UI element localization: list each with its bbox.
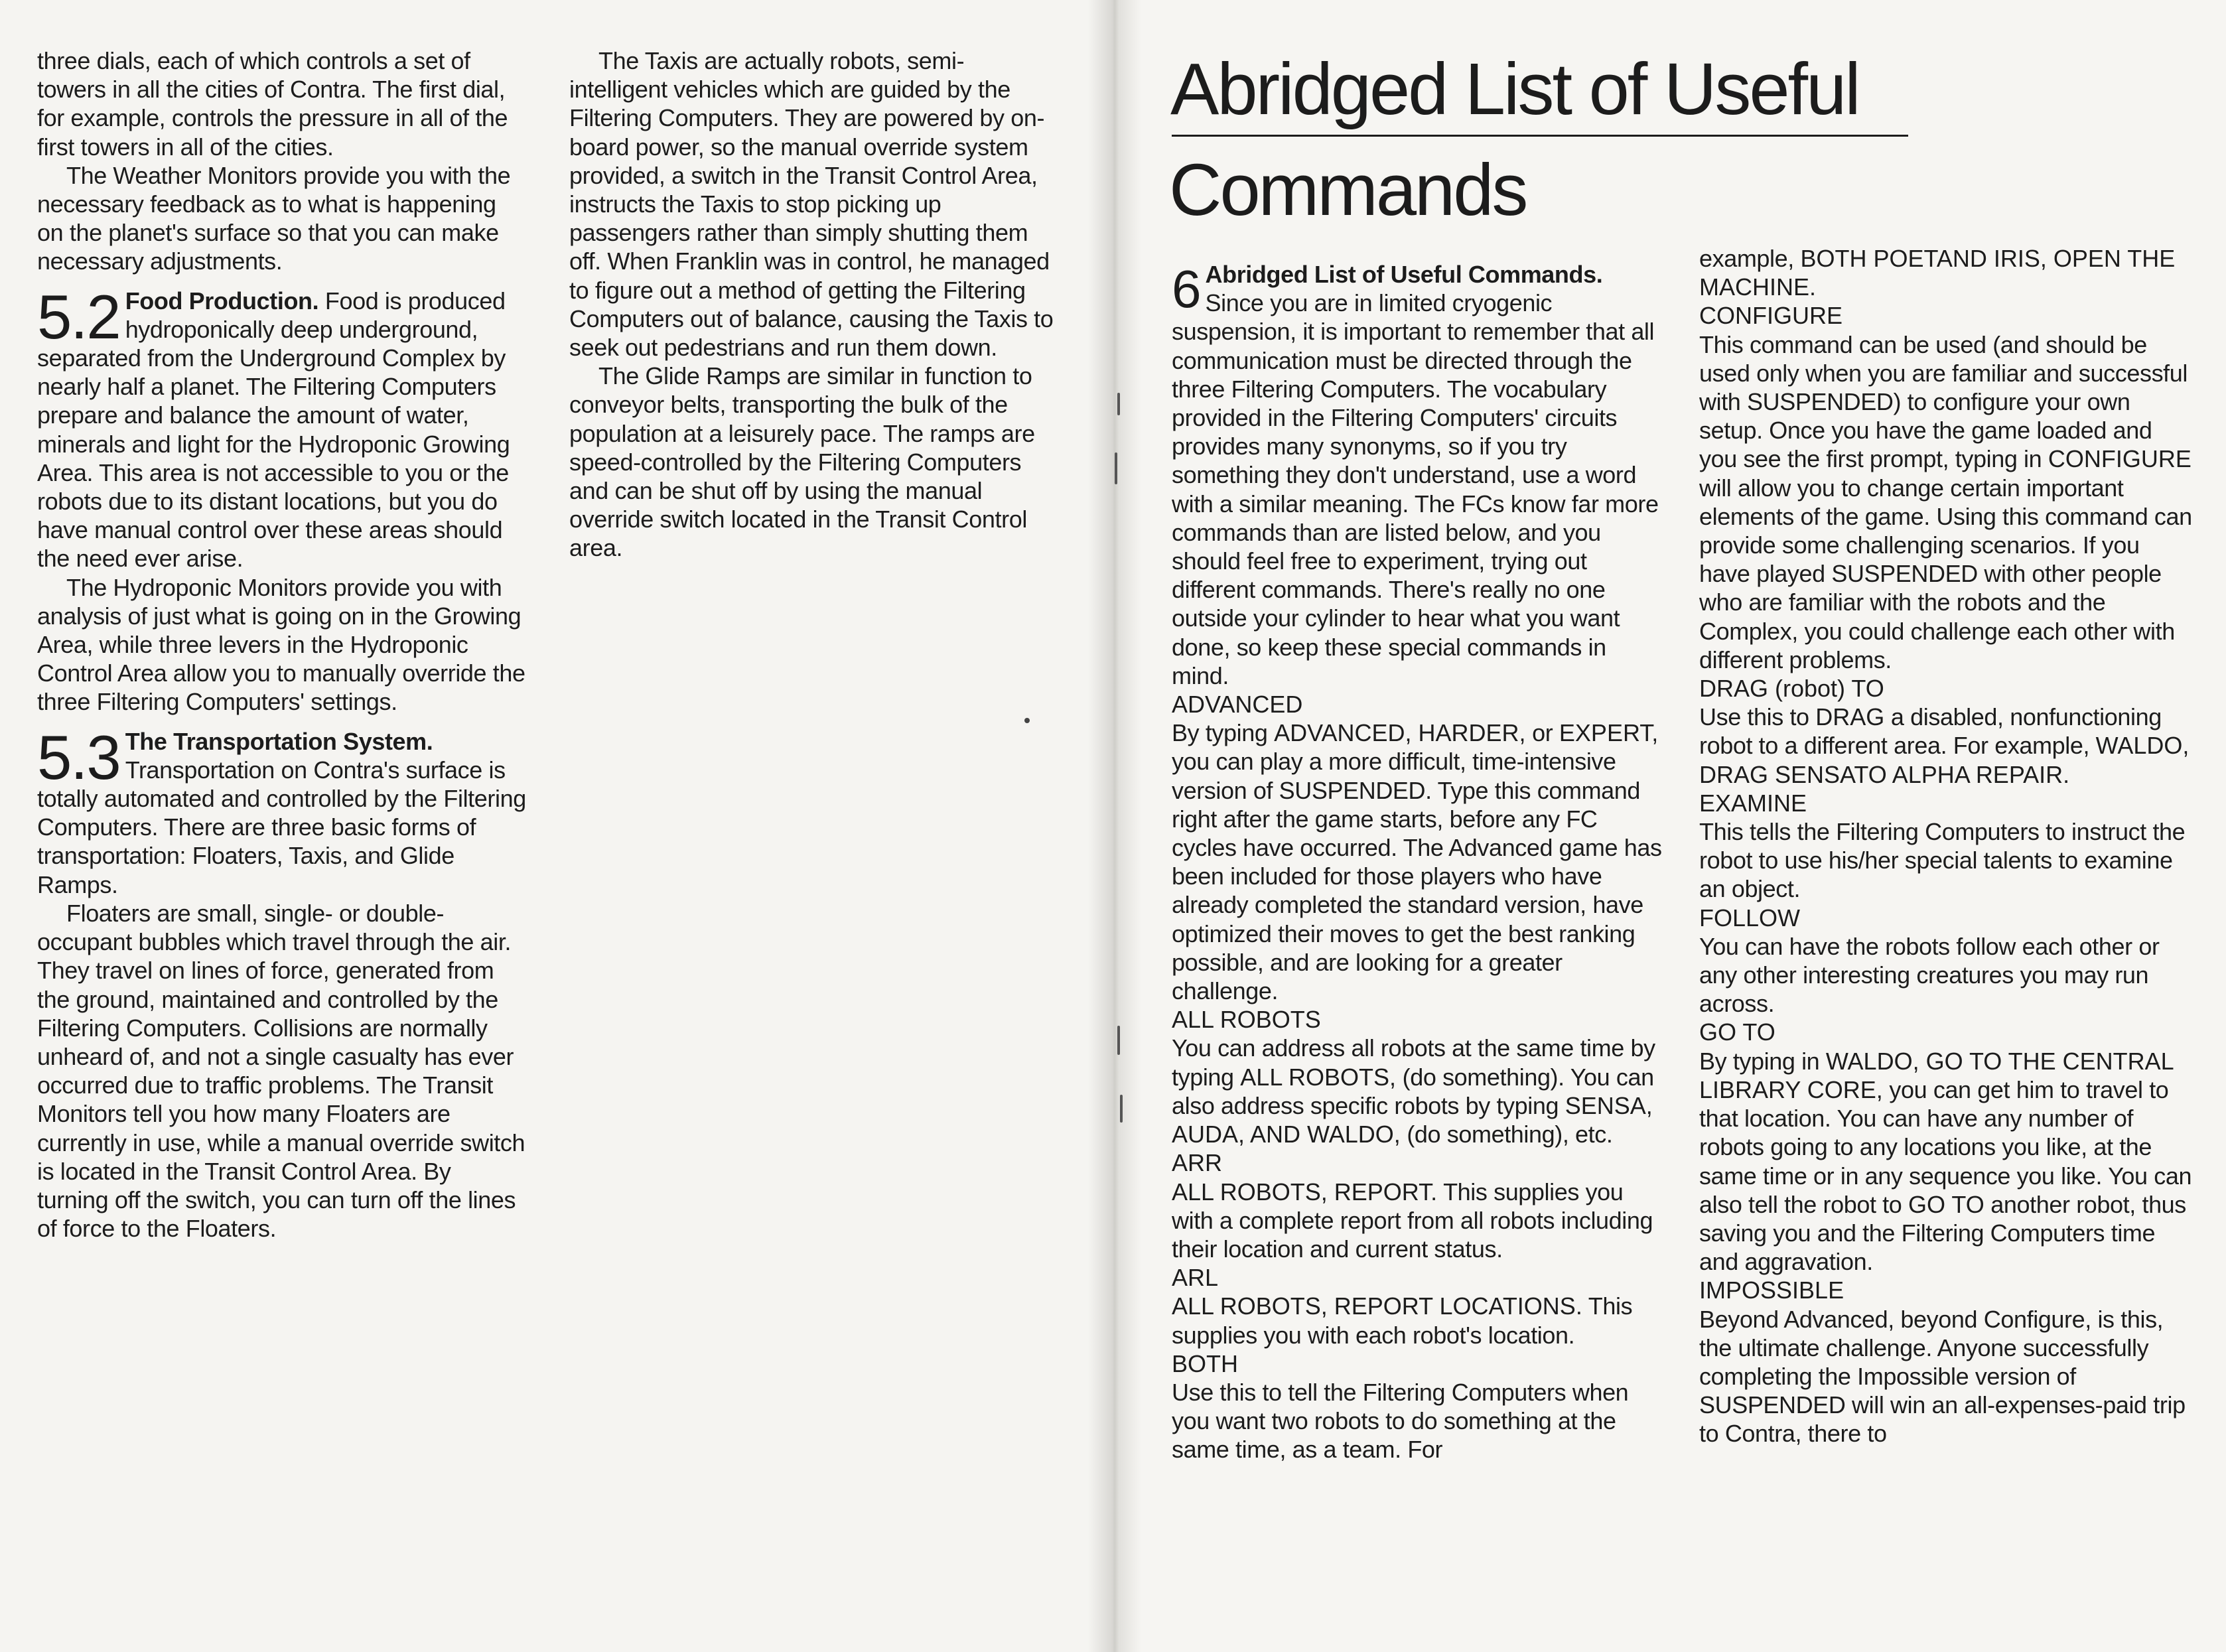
command-description bbox=[1699, 244, 2193, 301]
text: DRAG bbox=[1699, 675, 1769, 703]
text: another robot, thus saving you and the Filtering Computers time and aggravation. bbox=[1699, 1190, 2186, 1276]
command-heading-arl: ARL bbox=[1172, 1264, 1219, 1292]
text: You can address all robots at the same time by typing bbox=[1172, 1034, 1655, 1091]
left-column-2 bbox=[569, 46, 1060, 563]
keyword: DRAG bbox=[1815, 703, 1885, 731]
text: This supplies you with each robot's location. bbox=[1172, 1292, 1633, 1349]
text: you can play a more difficult, time-intensive version of SUSPENDED. Type this command right after the game starts, before any FC cycles have occurred. The Advanced game has been included for those players who have already completed the standard version, have optimized their moves to get the best ranking possible, and are looking for a greater challenge. bbox=[1172, 748, 1662, 1005]
chapter-title-line-1: Abridged List of Useful bbox=[1170, 48, 1859, 130]
section-title: Abridged List of Useful Commands. bbox=[1205, 261, 1603, 288]
text: will allow you to change certain important elements of the game. Using this command can provide some challenging scenarios. If you have played SUSPENDED with other people who are familiar with the robots and the Complex, you could challenge each other with different problems. bbox=[1699, 474, 2192, 673]
keyword: SENSA, AUDA, AND WALDO, bbox=[1172, 1091, 1653, 1148]
keyword: CONFIGURE bbox=[2048, 445, 2191, 473]
keyword: GO TO bbox=[1908, 1190, 1984, 1218]
keyword: ALL ROBOTS, bbox=[1240, 1063, 1397, 1091]
section-6 bbox=[1172, 260, 1666, 690]
command-heading-arr: ARR bbox=[1172, 1149, 1223, 1177]
text: By typing bbox=[1172, 719, 1275, 747]
paragraph: three dials, each of which controls a set of towers in all the cities of Contra. The first dial, for example, controls the pressure in all of the first towers in all of the cities. bbox=[37, 47, 508, 161]
command-heading-advanced: ADVANCED bbox=[1172, 691, 1303, 719]
keyword: ADVANCED, HARDER, bbox=[1274, 719, 1526, 747]
command-description: You can have the robots follow each other or any other interesting creatures you may run across. bbox=[1699, 932, 2160, 1018]
keyword: BOTH POETAND IRIS, OPEN THE MACHINE. bbox=[1699, 245, 2176, 301]
keyword: WALDO, DRAG SENSATO ALPHA REPAIR. bbox=[1699, 732, 2190, 788]
text: By typing in bbox=[1699, 1047, 1826, 1075]
section-number: 5.3 bbox=[37, 722, 120, 792]
staple-mark bbox=[1117, 393, 1120, 415]
section-5-3 bbox=[37, 722, 528, 899]
text: Use this to bbox=[1699, 703, 1816, 731]
paragraph: The Taxis are actually robots, semi-intelligent vehicles which are guided by the Filtering Computers. They are powered by on-board power, so the manual override system provided, a switch in the Transit Control Area, instructs the Taxis to stop picking up passengers rather than simply shutting them off. When Franklin was in control, he managed to figure out a method of getting the Filtering Computers out of balance, causing the Taxis to seek out pedestrians and run them down. bbox=[569, 47, 1054, 362]
command-description: Use this to tell the Filtering Computers when you want two robots to do something at the same time, as a team. For bbox=[1172, 1378, 1629, 1464]
command-description bbox=[1172, 1034, 1666, 1148]
binding-gutter bbox=[1088, 0, 1141, 1652]
keyword: ALL ROBOTS, REPORT LOCATIONS. bbox=[1172, 1292, 1582, 1320]
keyword: ALL ROBOTS, REPORT. bbox=[1172, 1178, 1438, 1205]
chapter-title-line-2: Commands bbox=[1169, 149, 1527, 231]
section-5-2 bbox=[37, 281, 528, 573]
command-heading-examine: EXAMINE bbox=[1699, 789, 1807, 817]
command-description bbox=[1172, 1292, 1666, 1349]
text: you can get him to travel to that location. You can have any number of robots going to any locations you like, at the same time or in any sequence you like. You can also tell the robot to bbox=[1699, 1075, 2192, 1218]
command-description: Beyond Advanced, beyond Configure, is this, the ultimate challenge. Anyone successfully completing the Impossible version of SUSPENDED will win an all-expenses-paid trip to Contra, there to bbox=[1699, 1305, 2186, 1448]
right-column-1 bbox=[1172, 260, 1666, 1464]
right-column-2 bbox=[1699, 244, 2193, 1448]
title-rule bbox=[1172, 135, 1908, 137]
command-heading-drag bbox=[1699, 674, 2193, 703]
section-text: Food is produced hydroponically deep underground, separated from the Underground Complex by nearly half a planet. The Filtering Computers prepare and balance the amount of water, minerals and light for the Hydroponic Growing Area. This area is not accessible to you or the robots due to its distant locations, but you do have manual control over these areas should the need ever arise. bbox=[37, 287, 510, 573]
command-description bbox=[1172, 719, 1666, 1005]
section-title: The Transportation System. bbox=[125, 727, 433, 755]
keyword: WALDO, GO TO THE CENTRAL LIBRARY CORE, bbox=[1699, 1047, 2174, 1103]
text: TO bbox=[1851, 675, 1884, 703]
speck-mark bbox=[1024, 718, 1030, 723]
text: or bbox=[1525, 719, 1559, 747]
section-text: Transportation on Contra's surface is totally automated and controlled by the Filtering Computers. There are three basic forms of transportation: Floaters, Taxis, and Glide Ramps. bbox=[37, 756, 526, 898]
command-description bbox=[1699, 1047, 2193, 1276]
section-number: 6 bbox=[1172, 259, 1200, 318]
left-column-1 bbox=[37, 46, 528, 1243]
text: a disabled, nonfunctioning robot to a different area. For example, bbox=[1699, 703, 2162, 760]
command-heading-all-robots: ALL ROBOTS bbox=[1172, 1006, 1321, 1034]
staple-mark bbox=[1115, 452, 1117, 484]
command-description bbox=[1699, 330, 2193, 674]
paragraph: The Weather Monitors provide you with the necessary feedback as to what is happening on the planet's surface so that you can make necessary adjustments. bbox=[37, 161, 511, 275]
staple-mark bbox=[1120, 1095, 1123, 1123]
section-title: Food Production. bbox=[125, 287, 319, 314]
section-text: Since you are in limited cryogenic suspension, it is important to remember that all communication must be directed through the three Filtering Computers. The vocabulary provided in the Filtering Computers' circuits provides many synonyms, so if you try something they don't understand, use a word with a similar meaning. The FCs know far more commands than are listed below, and you should feel free to experiment, trying out different commands. There's really no one outside your cylinder to hear what you want done, so keep these special commands in mind. bbox=[1172, 289, 1659, 689]
command-heading-configure: CONFIGURE bbox=[1699, 302, 1843, 330]
command-heading-both: BOTH bbox=[1172, 1349, 1239, 1377]
paragraph: Floaters are small, single- or double-occupant bubbles which travel through the air. They travel on lines of force, generated from the ground, maintained and controlled by the Filtering Computers. Collisions are normally unheard of, and not a single casualty has ever occurred due to traffic problems. The Transit Monitors tell you how many Floaters are currently in use, while a manual override switch is located in the Transit Control Area. By turning off the switch, you can turn off the lines of force to the Floaters. bbox=[37, 899, 525, 1243]
text: (do something). You can also address specific robots by typing bbox=[1172, 1063, 1654, 1119]
command-heading-impossible: IMPOSSIBLE bbox=[1699, 1276, 1844, 1304]
text: (do something), etc. bbox=[1400, 1121, 1613, 1148]
section-number: 5.2 bbox=[37, 281, 120, 352]
command-description bbox=[1699, 703, 2193, 789]
text: This command can be used (and should be used only when you are familiar and successful with SUSPENDED) to configure your own setup. Once you have the game loaded and you see the first prompt, typing in bbox=[1699, 330, 2188, 473]
text: This supplies you with a complete report from all robots including their location and current status. bbox=[1172, 1178, 1653, 1263]
command-heading-follow: FOLLOW bbox=[1699, 904, 1801, 931]
keyword: EXPERT, bbox=[1559, 719, 1659, 747]
command-description bbox=[1172, 1178, 1666, 1264]
staple-mark bbox=[1117, 1026, 1120, 1055]
command-description: This tells the Filtering Computers to instruct the robot to use his/her special talents to examine an object. bbox=[1699, 818, 2186, 903]
paragraph: The Glide Ramps are similar in function to conveyor belts, transporting the bulk of the population at a leisurely pace. The ramps are speed-controlled by the Filtering Computers and can be shut off by using the manual override switch located in the Transit Control area. bbox=[569, 362, 1035, 562]
paragraph: The Hydroponic Monitors provide you with analysis of just what is going on in the Growing Area, while three levers in the Hydroponic Control Area allow you to manually override the three Filtering Computers' settings. bbox=[37, 573, 525, 716]
text: (robot) bbox=[1768, 675, 1852, 703]
command-heading-go-to: GO TO bbox=[1699, 1018, 1775, 1046]
text: example, bbox=[1699, 245, 1801, 272]
